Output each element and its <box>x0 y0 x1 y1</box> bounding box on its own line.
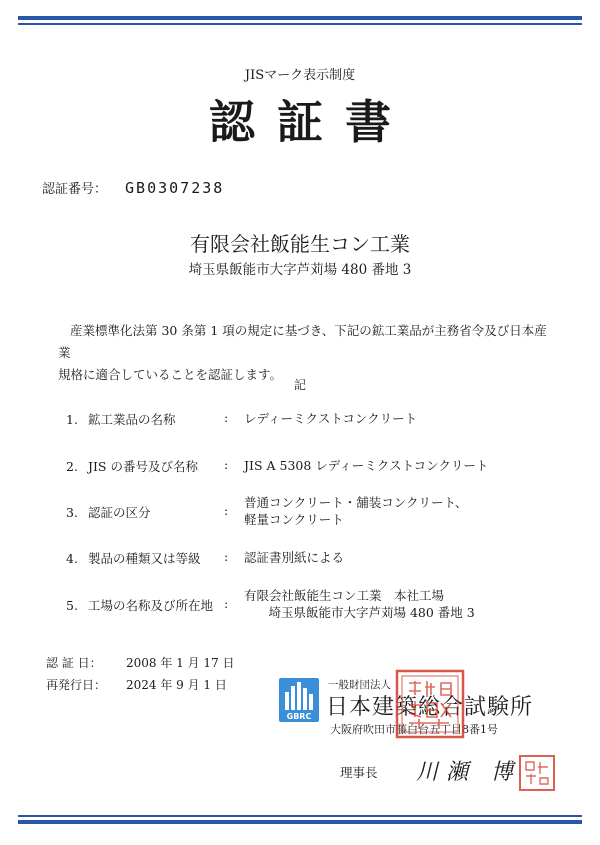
certificate-title: 認証書 <box>209 95 413 149</box>
item-4-value: 認証書別紙による <box>244 550 345 565</box>
org-type: 一般財団法人 <box>328 679 391 691</box>
chair-title: 理事長 <box>340 765 378 780</box>
certificate-number <box>42 178 224 197</box>
item-3-value: 普通コンクリート・舗装コンクリート、 軽量コンクリート <box>244 495 468 527</box>
gbrc-logo-text: GBRC <box>286 712 312 721</box>
item-2-colon: : <box>224 457 229 472</box>
reissue-date-value: 2024 年 9 月 1 日 <box>126 678 227 692</box>
certificate-number-value: GB0307238 <box>125 179 225 197</box>
gbrc-logo <box>279 678 319 722</box>
top-border <box>18 16 582 20</box>
holder-address: 埼玉県飯能市大字芦苅場 480 番地 3 <box>188 262 412 278</box>
ki-heading: 記 <box>293 378 306 392</box>
item-5-colon: : <box>224 596 229 611</box>
item-4-colon: : <box>224 549 229 564</box>
item-5-label: 5. 工場の名称及び所在地 <box>66 598 213 613</box>
item-2-value: JIS A 5308 レディーミクストコンクリート <box>244 458 489 473</box>
item-2-label: 2. JIS の番号及び名称 <box>66 459 198 474</box>
cert-date-value: 2008 年 1 月 17 日 <box>126 656 235 670</box>
statement-line-1: 産業標準化法第 30 条第 1 項の規定に基づき、下記の鉱工業品が主務省令及び日本産業 <box>58 323 547 360</box>
statement-line-2: 規格に適合していることを認証します。 <box>58 367 283 382</box>
jis-subtitle: JISマーク表示制度 <box>244 68 356 83</box>
bottom-border <box>18 820 582 824</box>
item-1-colon: : <box>224 410 229 425</box>
top-border-thin <box>18 23 582 25</box>
item-1-label: 1. 鉱工業品の名称 <box>66 412 176 427</box>
chair-signature: 川瀬 博 <box>416 760 521 785</box>
item-3-colon: : <box>224 503 229 518</box>
cert-date-label: 認 証 日： <box>46 656 102 670</box>
item-3-label: 3. 認証の区分 <box>66 505 151 520</box>
item-5-value: 有限会社飯能生コン工業 本社工場 埼玉県飯能市大字芦苅場 480 番地 3 <box>244 588 475 620</box>
item-4-label: 4. 製品の種類又は等級 <box>66 551 201 566</box>
official-seal <box>395 669 465 739</box>
reissue-date-label: 再発行日： <box>46 678 107 692</box>
bottom-border-thin <box>18 815 582 817</box>
holder-company: 有限会社飯能生コン工業 <box>190 232 410 256</box>
certificate-number-label: 認証番号： <box>42 182 108 197</box>
item-1-value: レディーミクストコンクリート <box>244 411 418 426</box>
org-address: 大阪府吹田市藤白台五丁目8番1号 <box>330 723 498 736</box>
org-name: 日本建築総合試験所 <box>326 695 534 720</box>
chair-seal <box>518 754 556 792</box>
